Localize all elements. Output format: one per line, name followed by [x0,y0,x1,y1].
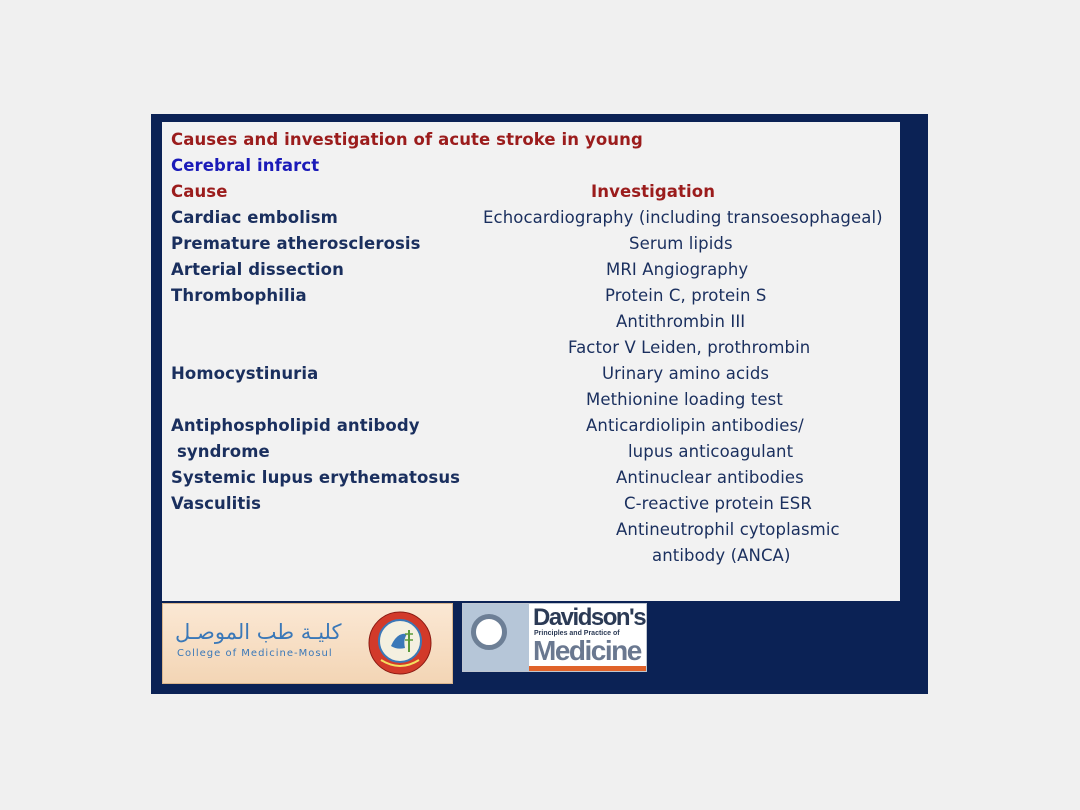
investigation-item: MRI Angiography [606,260,749,279]
davidsons-logo-subtitle: Principles and Practice of [534,630,620,637]
mosul-logo-arabic-text: كليـة طب الموصـل [175,620,342,644]
cause-item: Antiphospholipid antibody [171,416,420,435]
slide-subtitle: Cerebral infarct [171,156,320,175]
investigation-item: C-reactive protein ESR [624,494,812,513]
cause-item: Vasculitis [171,494,262,513]
cause-item: Homocystinuria [171,364,319,383]
davidsons-logo-medicine: Medicine [533,635,641,666]
davidsons-circle-icon [471,614,507,650]
investigation-item: Serum lipids [629,234,733,253]
investigation-item: Antineutrophil cytoplasmic [616,520,840,539]
mosul-emblem-icon [367,610,433,676]
investigation-item: Methionine loading test [586,390,783,409]
cause-item: Arterial dissection [171,260,344,279]
slide-title: Causes and investigation of acute stroke in young [171,130,643,149]
cause-item: Cardiac embolism [171,208,338,227]
college-of-medicine-mosul-logo [162,603,453,684]
investigation-item: Antithrombin III [616,312,746,331]
investigation-item: Anticardiolipin antibodies/ [586,416,804,435]
cause-item: Systemic lupus erythematosus [171,468,461,487]
investigation-item: Urinary amino acids [602,364,770,383]
content-panel [162,122,900,601]
davidsons-orange-bar [529,666,647,671]
investigation-item: Echocardiography (including transoesophageal) [483,208,883,227]
cause-item: syndrome [177,442,270,461]
davidsons-medicine-logo [462,603,647,672]
investigation-item: antibody (ANCA) [652,546,791,565]
investigation-item: Protein C, protein S [605,286,767,305]
investigation-column-header: Investigation [591,182,716,201]
cause-column-header: Cause [171,182,228,201]
davidsons-logo-name: Davidson's [533,604,646,631]
cause-item: Premature atherosclerosis [171,234,421,253]
investigation-item: Factor V Leiden, prothrombin [568,338,811,357]
slide-frame [151,114,928,694]
investigation-item: lupus anticoagulant [628,442,794,461]
investigation-item: Antinuclear antibodies [616,468,804,487]
cause-item: Thrombophilia [171,286,307,305]
mosul-logo-english-text: College of Medicine-Mosul [177,648,333,659]
